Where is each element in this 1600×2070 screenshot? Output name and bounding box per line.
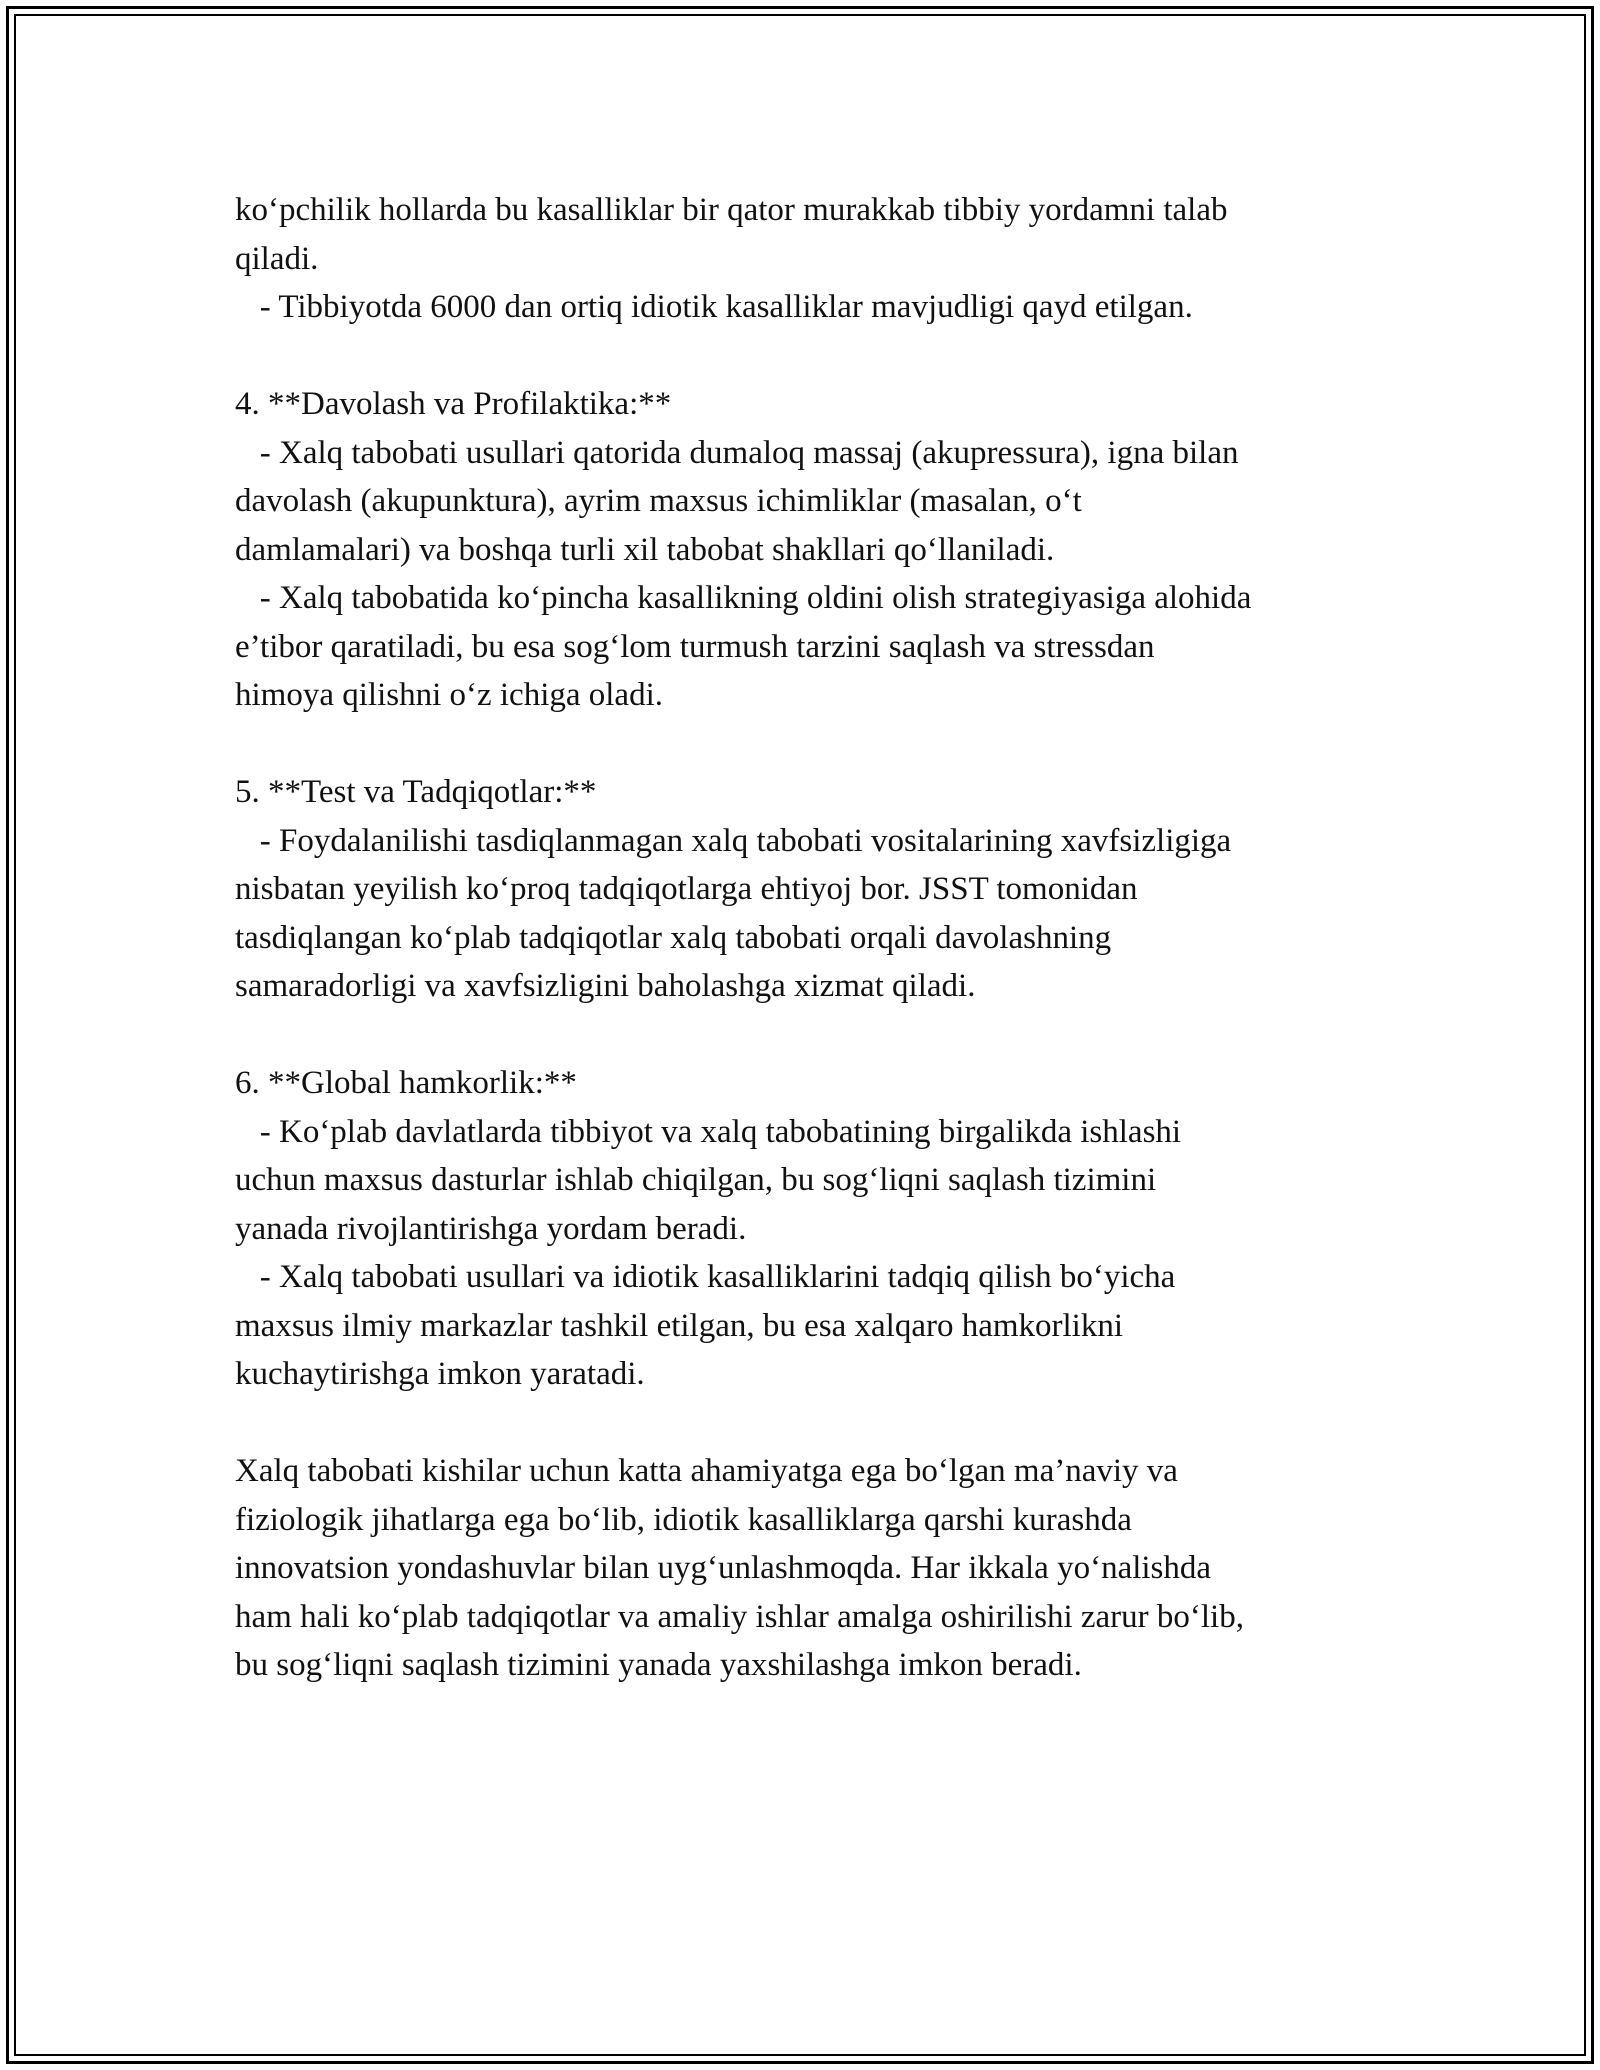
text-line: tasdiqlangan ko‘plab tadqiqotlar xalq tabobati orqali davolashning bbox=[235, 919, 1112, 956]
section-heading-6: 6. **Global hamkorlik:** bbox=[235, 1065, 577, 1101]
conclusion-line: ham hali ko‘plab tadqiqotlar va amaliy ishlar amalga oshirilishi zarur bo‘lib, bbox=[235, 1598, 1244, 1635]
text-line: davolash (akupunktura), ayrim maxsus ichimliklar (masalan, o‘t bbox=[235, 483, 1082, 519]
text-line: himoya qilishni o‘z ichiga oladi. bbox=[235, 677, 664, 713]
text-line: - Tibbiyotda 6000 dan ortiq idiotik kasalliklar mavjudligi qayd etilgan. bbox=[235, 289, 1193, 325]
text-line: samaradorligi va xavfsizligini baholashga xizmat qiladi. bbox=[235, 968, 976, 1004]
text-line: - Ko‘plab davlatlarda tibbiyot va xalq tabobatining birgalikda ishlashi bbox=[235, 1113, 1182, 1150]
conclusion-line: innovatsion yondashuvlar bilan uyg‘unlashmoqda. Har ikkala yo‘nalishda bbox=[235, 1550, 1212, 1586]
text-line: yanada rivojlantirishga yordam beradi. bbox=[235, 1210, 747, 1247]
text-line: - Xalq tabobatida ko‘pincha kasallikning oldini olish strategiyasiga alohida bbox=[235, 580, 1252, 616]
text-line: damlamalari) va boshqa turli xil tabobat shakllari qo‘llaniladi. bbox=[235, 531, 1055, 568]
text-line: e’tibor qaratiladi, bu esa sog‘lom turmush tarzini saqlash va stressdan bbox=[235, 628, 1155, 665]
text-line: - Xalq tabobati usullari qatorida dumaloq massaj (akupressura), igna bilan bbox=[235, 434, 1239, 471]
text-line: maxsus ilmiy markazlar tashkil etilgan, bu esa xalqaro hamkorlikni bbox=[235, 1307, 1124, 1344]
paragraph-gap bbox=[235, 1011, 1385, 1060]
paragraph-gap bbox=[235, 332, 1385, 381]
text-line: uchun maxsus dasturlar ishlab chiqilgan, bu sog‘liqni saqlash tizimini bbox=[235, 1162, 1157, 1198]
text-line: kuchaytirishga imkon yaratadi. bbox=[235, 1356, 645, 1392]
section-heading-4: 4. **Davolash va Profilaktika:** bbox=[235, 386, 672, 422]
text-line: qiladi. bbox=[235, 240, 319, 277]
text-line: - Foydalanilishi tasdiqlanmagan xalq tabobati vositalarining xavfsizligiga bbox=[235, 822, 1232, 859]
paragraph-gap bbox=[235, 1399, 1385, 1448]
conclusion-line: Xalq tabobati kishilar uchun katta ahamiyatga ega bo‘lgan ma’naviy va bbox=[235, 1453, 1178, 1489]
conclusion-line: fiziologik jihatlarga ega bo‘lib, idiotik kasalliklarga qarshi kurashda bbox=[235, 1501, 1132, 1538]
text-line: ko‘pchilik hollarda bu kasalliklar bir qator murakkab tibbiy yordamni talab bbox=[235, 192, 1228, 228]
document-body bbox=[235, 186, 1385, 1690]
conclusion-line: bu sog‘liqni saqlash tizimini yanada yaxshilashga imkon beradi. bbox=[235, 1647, 1082, 1683]
text-line: - Xalq tabobati usullari va idiotik kasalliklarini tadqiq qilish bo‘yicha bbox=[235, 1259, 1176, 1295]
text-line: nisbatan yeyilish ko‘proq tadqiqotlarga ehtiyoj bor. JSST tomonidan bbox=[235, 871, 1138, 907]
paragraph-gap bbox=[235, 720, 1385, 769]
section-heading-5: 5. **Test va Tadqiqotlar:** bbox=[235, 774, 597, 810]
